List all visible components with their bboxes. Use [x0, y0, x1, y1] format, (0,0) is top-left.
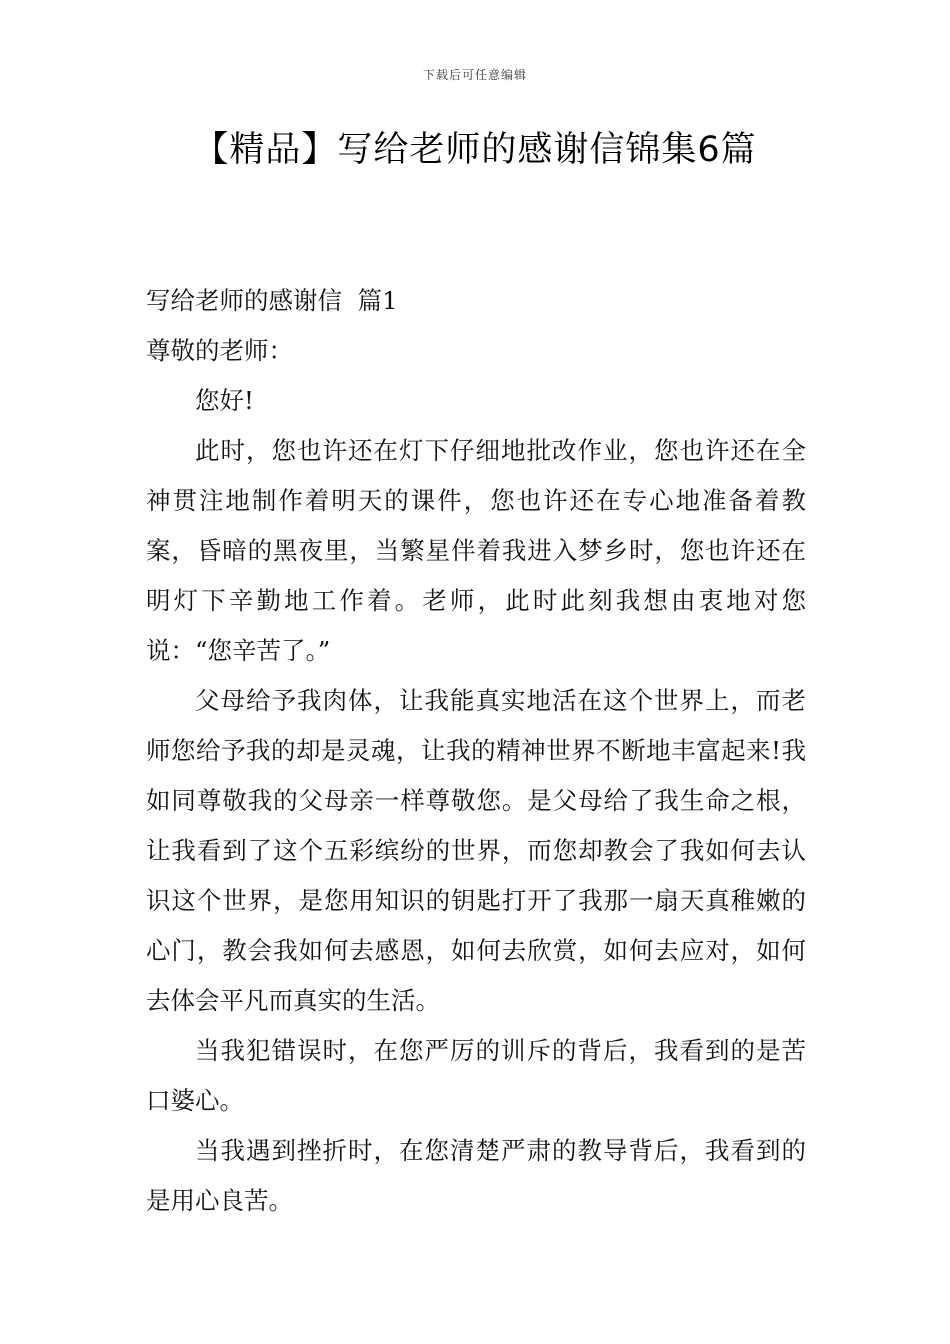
paragraph: 父母给予我肉体，让我能真实地活在这个世界上，而老师您给予我的却是灵魂，让我的精神世界不断地丰富起来!我如同尊敬我的父母亲一样尊敬您。是父母给了我生命之根，让我看到了这个五彩缤纷的世界，而您却教会了我如何去认识这个世界，是您用知识的钥匙打开了我那一扇天真稚嫩的心门，教会我如何去感恩，如何去欣赏，如何去应对，如何去体会平凡而真实的生活。 [146, 686, 806, 1015]
section-heading: 写给老师的感谢信 篇1 [146, 286, 398, 315]
document-body [146, 276, 806, 1226]
paragraph: 当我遇到挫折时，在您清楚严肃的教导背后，我看到的是用心良苦。 [146, 1136, 806, 1215]
paragraph: 此时，您也许还在灯下仔细地批改作业，您也许还在全神贯注地制作着明天的课件，您也许还在专心地准备着教案，昏暗的黑夜里，当繁星伴着我进入梦乡时，您也许还在明灯下辛勤地工作着。老师，此时此刻我想由衷地对您说：“您辛苦了。” [146, 436, 806, 665]
page-header-note: 下载后可任意编辑 [422, 68, 527, 82]
paragraph: 当我犯错误时，在您严厉的训斥的背后，我看到的是苦口婆心。 [146, 1036, 806, 1115]
salutation: 尊敬的老师： [146, 336, 293, 365]
greeting: 您好! [195, 386, 254, 415]
document-title: 【精品】写给老师的感谢信锦集6篇 [193, 130, 757, 170]
